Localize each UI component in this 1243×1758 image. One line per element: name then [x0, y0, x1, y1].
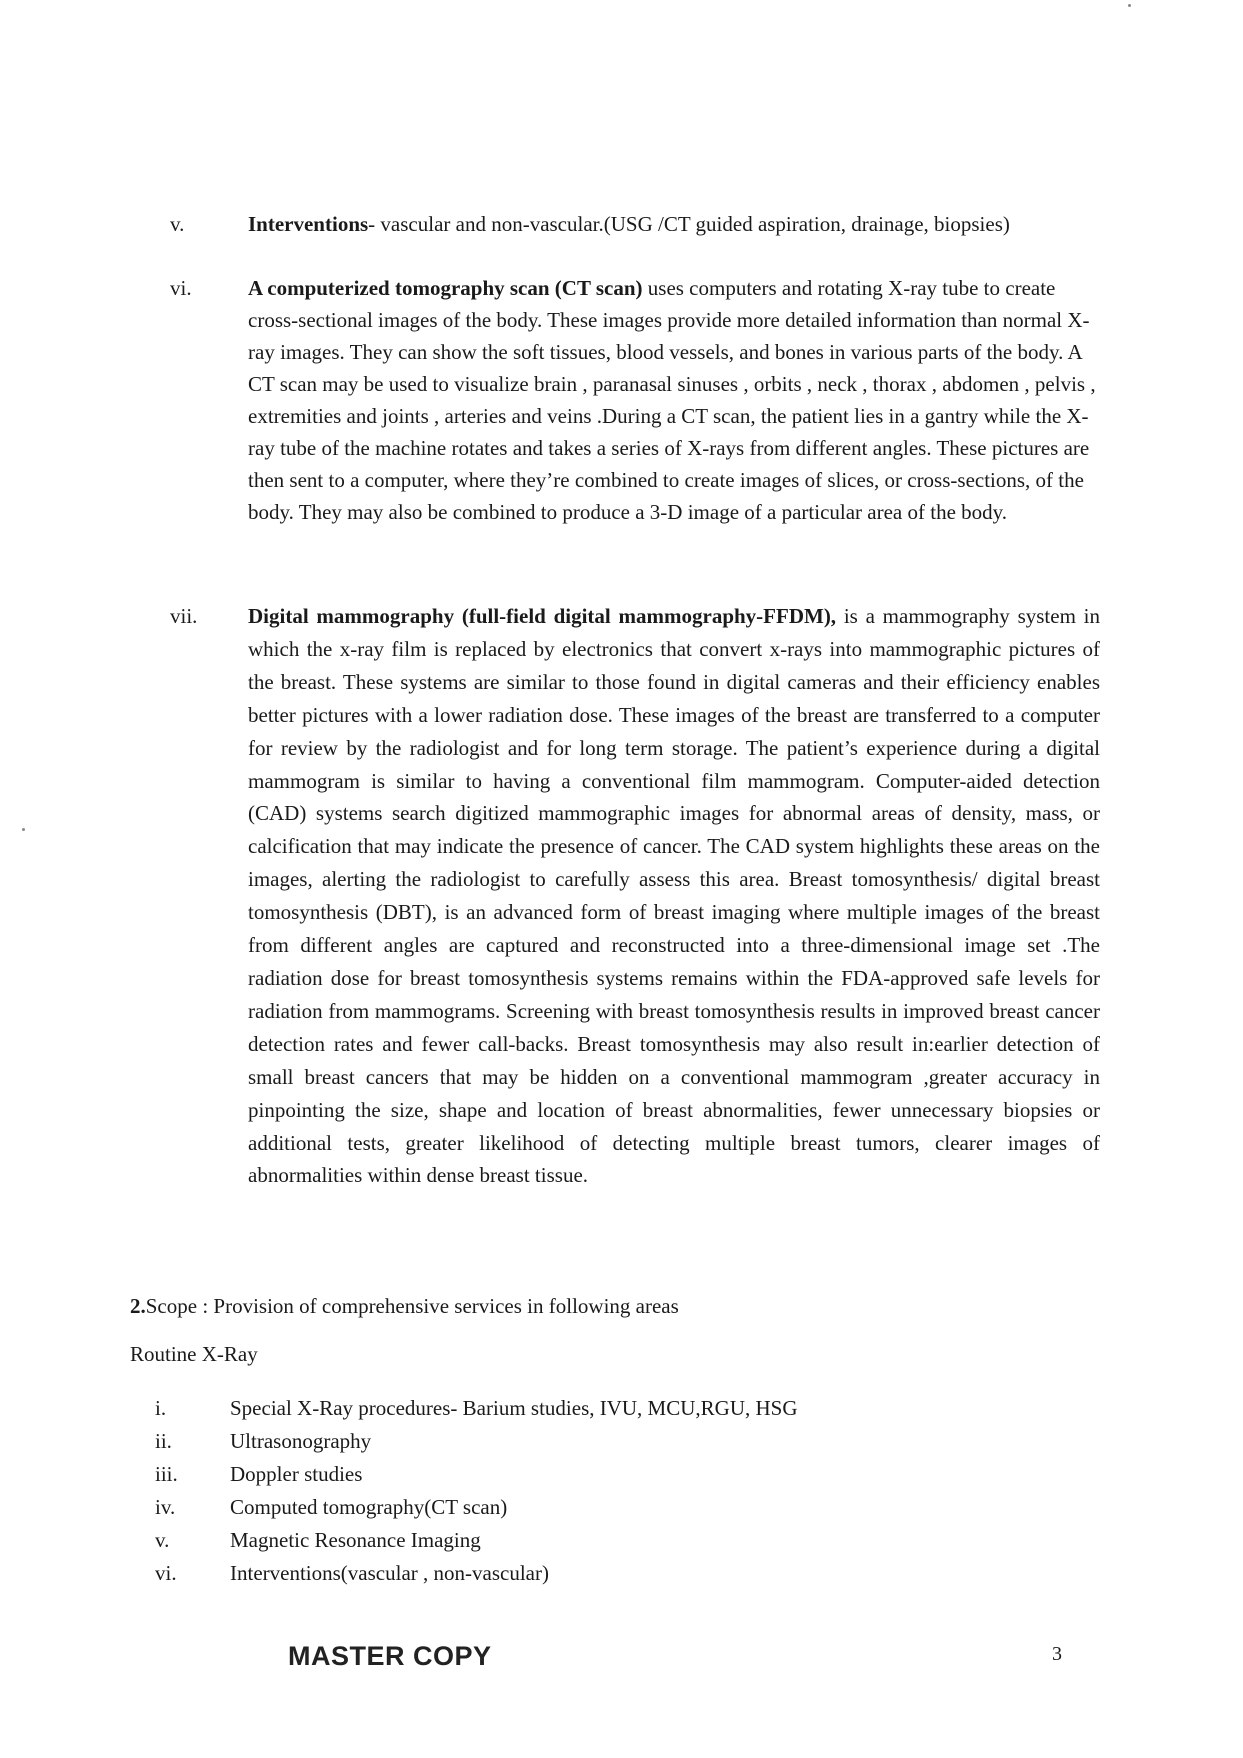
- scope-list-text: Interventions(vascular , non-vascular): [230, 1561, 549, 1585]
- scope-list-text: Computed tomography(CT scan): [230, 1495, 508, 1519]
- scope-list-item: [155, 1524, 955, 1557]
- item-heading: A computerized tomography scan (CT scan): [248, 276, 643, 300]
- scope-list-number: ii.: [155, 1429, 172, 1453]
- scope-list-item: [155, 1392, 955, 1425]
- scope-list-item: [155, 1458, 955, 1491]
- scope-heading: [130, 1290, 679, 1322]
- scope-list-text: Special X-Ray procedures- Barium studies, IVU, MCU,RGU, HSG: [230, 1396, 798, 1420]
- scan-speck: [22, 828, 25, 831]
- scope-list-item: [155, 1557, 955, 1590]
- item-heading: Digital mammography (full-field digital mammography-FFDM),: [248, 604, 837, 628]
- scope-list-number: vi.: [155, 1561, 177, 1585]
- master-copy-stamp: MASTER COPY: [288, 1641, 492, 1671]
- scope-list-item: [155, 1491, 955, 1524]
- item-text: - vascular and non-vascular.(USG /CT guided aspiration, drainage, biopsies): [368, 212, 1010, 236]
- scan-speck: [1128, 4, 1131, 7]
- item-body: [248, 208, 1100, 240]
- page-number: 3: [1052, 1643, 1062, 1665]
- item-heading: Interventions: [248, 212, 369, 236]
- item-number: vii.: [170, 604, 198, 628]
- item-text: is a mammography system in which the x-ray film is replaced by electronics that convert x-rays into mammographic pictures of the breast. These systems are similar to those found in digital cameras and their efficiency enables better pictures with a lower radiation dose. These images of the breast are transferred to a computer for review by the radiologist and for long term storage. The patient’s experience during a digital mammogram is similar to having a conventional film mammogram. Computer-aided detection (CAD) systems search digitized mammographic images for abnormal areas of density, mass, or calcification that may indicate the presence of cancer. The CAD system highlights these areas on the images, alerting the radiologist to carefully assess this area. Breast tomosynthesis/ digital breast tomosynthesis (DBT), is an advanced form of breast imaging where multiple images of the breast from different angles are captured and reconstructed into a three-dimensional image set .The radiation dose for breast tomosynthesis systems remains within the FDA-approved safe levels for radiation from mammograms. Screening with breast tomosynthesis results in improved breast cancer detection rates and fewer call-backs. Breast tomosynthesis may also result in:earlier detection of small breast cancers that may be hidden on a conventional mammogram ,greater accuracy in pinpointing the size, shape and location of breast abnormalities, fewer unnecessary biopsies or additional tests, greater likelihood of detecting multiple breast tumors, clearer images of abnormalities within dense breast tissue.: [248, 604, 1100, 1188]
- scope-text: Scope : Provision of comprehensive services in following areas: [145, 1294, 679, 1318]
- scope-list-item: [155, 1425, 955, 1458]
- scope-list-text: Magnetic Resonance Imaging: [230, 1528, 481, 1552]
- item-text: uses computers and rotating X-ray tube to create cross-sectional images of the body. These images provide more detailed information than normal X-ray images. They can show the soft tissues, blood vessels, and bones in various parts of the body. A CT scan may be used to visualize brain , paranasal sinuses , orbits , neck , thorax , abdomen , pelvis , extremities and joints , arteries and veins .During a CT scan, the patient lies in a gantry while the X-ray tube of the machine rotates and takes a series of X-rays from different angles. These pictures are then sent to a computer, where they’re combined to create images of slices, or cross-sections, of the body. They may also be combined to produce a 3-D image of a particular area of the body.: [248, 276, 1096, 524]
- item-body: [248, 272, 1100, 528]
- scope-list: [155, 1392, 955, 1590]
- scope-number: 2.: [130, 1294, 146, 1318]
- scope-list-number: iv.: [155, 1495, 176, 1519]
- scope-list-text: Ultrasonography: [230, 1429, 372, 1453]
- item-number: vi.: [170, 276, 192, 300]
- scope-list-number: v.: [155, 1528, 170, 1552]
- item-number: v.: [170, 212, 185, 236]
- scope-list-number: i.: [155, 1396, 167, 1420]
- scope-list-number: iii.: [155, 1462, 178, 1486]
- routine-xray-label: Routine X-Ray: [130, 1342, 258, 1366]
- scope-list-text: Doppler studies: [230, 1462, 363, 1486]
- item-body: [248, 600, 1100, 1192]
